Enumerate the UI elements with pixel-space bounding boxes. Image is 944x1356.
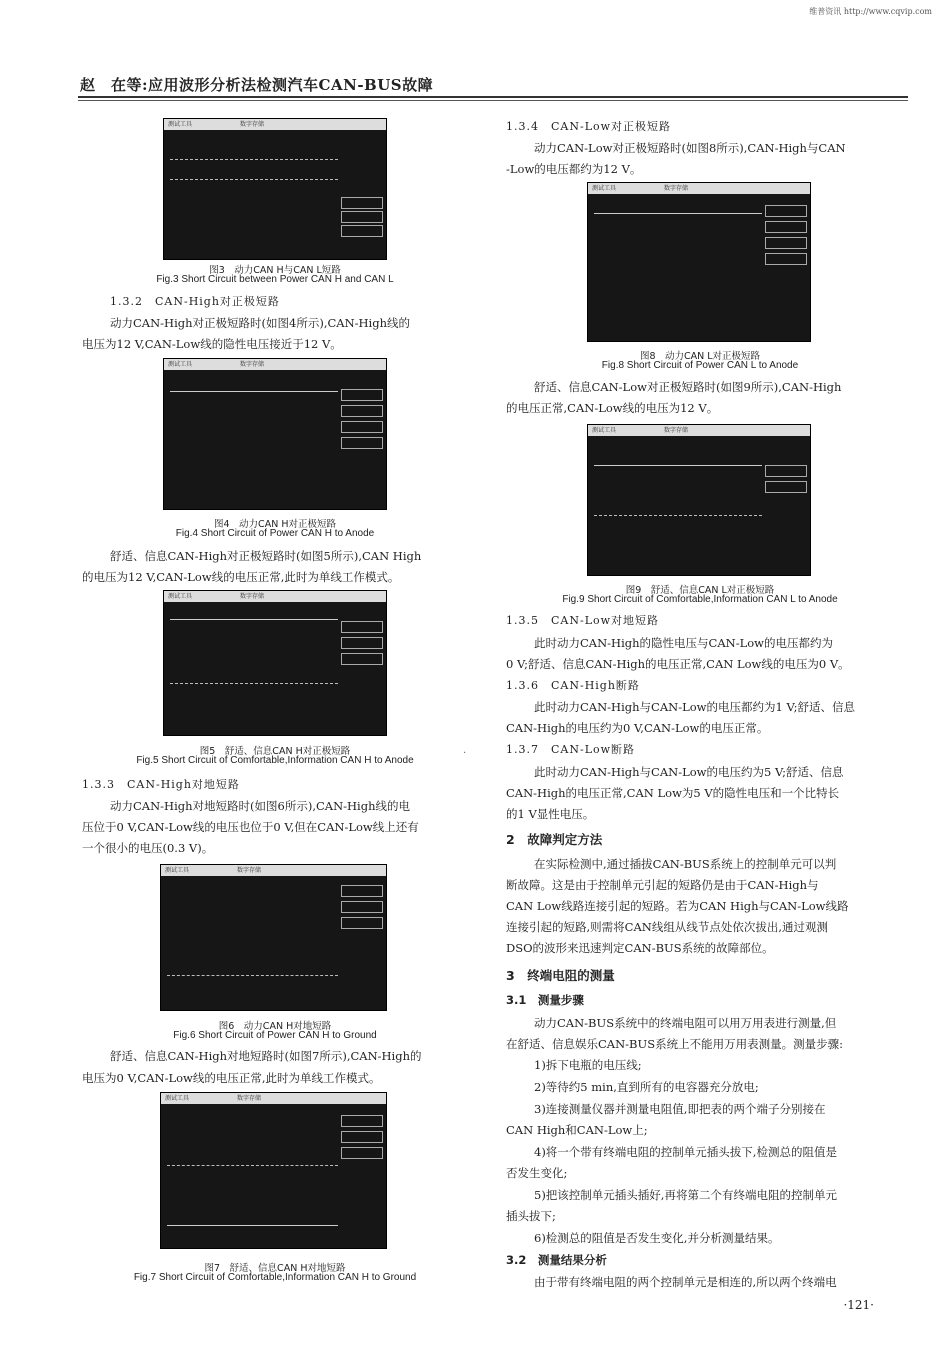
figure-6-caption-cn: 图6 动力CAN H对地短路 (218, 1021, 332, 1032)
paragraph: 连接引起的短路,则需将CAN线组从线节点处依次拔出,通过观测 (506, 920, 828, 934)
figure-4-caption-en: Fig.4 Short Circuit of Power CAN H to Anode (175, 528, 375, 539)
scope-panel (341, 225, 383, 237)
step-item: 6)检测总的阻值是否发生变化,并分析测量结果。 (534, 1231, 780, 1245)
scope-panel (341, 405, 383, 417)
paragraph: 动力CAN-High对地短路时(如图6所示),CAN-High线的电 (110, 799, 410, 813)
scope-panel (765, 205, 807, 217)
paragraph: 舒适、信息CAN-High对地短路时(如图7所示),CAN-High的 (110, 1049, 422, 1063)
scope-label: 数字存储 (240, 593, 265, 600)
scope-label: 测试工具 (592, 427, 617, 434)
scope-label: 数字存储 (240, 361, 265, 368)
section-1-3-3: 1.3.3 CAN-High对地短路 (82, 778, 240, 791)
scope-panel (341, 653, 383, 665)
scope-label: 测试工具 (165, 1095, 190, 1102)
figure-4-oscilloscope (163, 358, 387, 510)
scope-label: 测试工具 (168, 121, 193, 128)
scope-panel (765, 481, 807, 493)
scope-label: 数字存储 (664, 185, 689, 192)
scope-panel (341, 1115, 383, 1127)
scope-panel (765, 465, 807, 477)
scope-label: 数字存储 (237, 867, 262, 874)
paragraph: 的1 V显性电压。 (506, 807, 595, 821)
paragraph: 此时动力CAN-High的隐性电压与CAN-Low的电压都约为 (534, 636, 833, 650)
paragraph: 0 V;舒适、信息CAN-High的电压正常,CAN Low线的电压为0 V。 (506, 657, 850, 671)
waveform-trace (170, 179, 338, 181)
section-1-3-6: 1.3.6 CAN-High断路 (506, 679, 640, 692)
figure-7-oscilloscope (160, 1092, 387, 1249)
figure-9-caption-en: Fig.9 Short Circuit of Comfortable,Information CAN L to Anode (562, 594, 838, 605)
step-item: 3)连接测量仪器并测量电阻值,即把表的两个端子分别接在 (534, 1102, 826, 1116)
waveform-trace (170, 683, 338, 685)
scope-label: 测试工具 (165, 867, 190, 874)
figure-9-caption-cn: 图9 舒适、信息CAN L对正极短路 (625, 585, 775, 596)
scope-panel (341, 197, 383, 209)
paragraph: 电压为0 V,CAN-Low线的电压正常,此时为单线工作模式。 (82, 1071, 381, 1085)
waveform-trace (594, 465, 762, 467)
waveform-trace (167, 1165, 338, 1167)
paragraph: 动力CAN-BUS系统中的终端电阻可以用万用表进行测量,但 (534, 1016, 837, 1030)
source-watermark: 维普资讯 http://www.cqvip.com (809, 7, 932, 16)
paragraph: 此时动力CAN-High与CAN-Low的电压约为5 V;舒适、信息 (534, 765, 844, 779)
running-title: 赵 在等:应用波形分析法检测汽车CAN-BUS故障 (80, 76, 434, 94)
figure-8-oscilloscope (587, 182, 811, 342)
scope-panel (765, 221, 807, 233)
figure-3-caption-cn: 图3 动力CAN H与CAN L短路 (209, 265, 341, 276)
figure-9-oscilloscope (587, 424, 811, 576)
section-2-heading: 2 故障判定方法 (506, 832, 603, 847)
header-rule (78, 96, 908, 98)
scope-label: 测试工具 (592, 185, 617, 192)
paragraph: 在舒适、信息娱乐CAN-BUS系统上不能用万用表测量。测量步骤: (506, 1037, 843, 1051)
paragraph: 的电压为12 V,CAN-Low线的电压正常,此时为单线工作模式。 (82, 570, 400, 584)
scope-label: 数字存储 (240, 121, 265, 128)
step-item: 插头拔下; (506, 1209, 556, 1223)
figure-8-caption-cn: 图8 动力CAN L对正极短路 (639, 351, 761, 362)
figure-7-caption-cn: 图7 舒适、信息CAN H对地短路 (204, 1263, 346, 1274)
scope-panel (341, 1131, 383, 1143)
scope-label: 数字存储 (664, 427, 689, 434)
paragraph: DSO的波形来迅速判定CAN-BUS系统的故障部位。 (506, 941, 774, 955)
waveform-trace (170, 159, 338, 161)
section-3-heading: 3 终端电阻的测量 (506, 968, 615, 983)
step-item: CAN High和CAN-Low上; (506, 1123, 648, 1137)
header-rule-thin (78, 100, 908, 101)
paragraph: CAN Low线路连接引起的短路。若为CAN High与CAN-Low线路 (506, 899, 849, 913)
figure-5-caption-cn: 图5 舒适、信息CAN H对正极短路 (199, 746, 351, 757)
paragraph: 在实际检测中,通过插拔CAN-BUS系统上的控制单元可以判 (534, 857, 837, 871)
scope-label: 测试工具 (168, 593, 193, 600)
scope-panel (341, 637, 383, 649)
paragraph: -Low的电压都约为12 V。 (506, 162, 642, 176)
paragraph: 此时动力CAN-High与CAN-Low的电压都约为1 V;舒适、信息 (534, 700, 855, 714)
section-1-3-7: 1.3.7 CAN-Low断路 (506, 743, 636, 756)
paragraph: 压位于0 V,CAN-Low线的电压也位于0 V,但在CAN-Low线上还有 (82, 820, 419, 834)
waveform-trace (167, 975, 338, 977)
waveform-trace (594, 515, 762, 517)
section-1-3-5: 1.3.5 CAN-Low对地短路 (506, 614, 660, 627)
paragraph: 的电压正常,CAN-Low线的电压为12 V。 (506, 401, 719, 415)
paragraph: 电压为12 V,CAN-Low线的隐性电压接近于12 V。 (82, 337, 342, 351)
figure-8-caption-en: Fig.8 Short Circuit of Power CAN L to Anode (601, 360, 799, 371)
paragraph: 舒适、信息CAN-High对正极短路时(如图5所示),CAN High (110, 549, 422, 563)
step-item: 否发生变化; (506, 1166, 568, 1180)
paragraph: 一个很小的电压(0.3 V)。 (82, 841, 214, 855)
scope-panel (341, 621, 383, 633)
section-1-3-4: 1.3.4 CAN-Low对正极短路 (506, 120, 672, 133)
scope-panel (341, 389, 383, 401)
figure-5-oscilloscope (163, 590, 387, 736)
step-item: 2)等待约5 min,直到所有的电容器充分放电; (534, 1080, 759, 1094)
scope-panel (341, 211, 383, 223)
page-number: ·121· (843, 1298, 874, 1312)
scope-label: 测试工具 (168, 361, 193, 368)
paragraph: CAN-High的电压正常,CAN Low为5 V的隐性电压和一个比特长 (506, 786, 840, 800)
paragraph: 动力CAN-Low对正极短路时(如图8所示),CAN-High与CAN (534, 141, 846, 155)
scan-mark: · (463, 748, 467, 759)
scope-panel (341, 917, 383, 929)
scope-panel (341, 421, 383, 433)
section-3-2-heading: 3.2 测量结果分析 (506, 1253, 607, 1267)
figure-3-caption-en: Fig.3 Short Circuit between Power CAN H and CAN L (156, 274, 394, 285)
figure-4-caption-cn: 图4 动力CAN H对正极短路 (214, 519, 336, 530)
scope-panel (341, 901, 383, 913)
paragraph: 断故障。这是由于控制单元引起的短路仍是由于CAN-High与 (506, 878, 819, 892)
scope-panel (341, 885, 383, 897)
step-item: 4)将一个带有终端电阻的控制单元插头拔下,检测总的阻值是 (534, 1145, 837, 1159)
waveform-trace (170, 391, 338, 393)
scope-panel (765, 237, 807, 249)
figure-5-caption-en: Fig.5 Short Circuit of Comfortable,Information CAN H to Anode (136, 755, 414, 766)
figure-7-caption-en: Fig.7 Short Circuit of Comfortable,Information CAN H to Ground (133, 1272, 417, 1283)
scope-panel (765, 253, 807, 265)
waveform-trace (170, 619, 338, 621)
step-item: 1)拆下电瓶的电压线; (534, 1058, 642, 1072)
waveform-trace (594, 213, 762, 215)
scope-label: 数字存储 (237, 1095, 262, 1102)
paragraph: 由于带有终端电阻的两个控制单元是相连的,所以两个终端电 (534, 1275, 837, 1289)
step-item: 5)把该控制单元插头插好,再将第二个有终端电阻的控制单元 (534, 1188, 837, 1202)
paragraph: 舒适、信息CAN-Low对正极短路时(如图9所示),CAN-High (534, 380, 842, 394)
figure-6-oscilloscope (160, 864, 387, 1011)
scope-panel (341, 1147, 383, 1159)
scope-panel (341, 437, 383, 449)
section-1-3-2: 1.3.2 CAN-High对正极短路 (110, 295, 280, 308)
paragraph: 动力CAN-High对正极短路时(如图4所示),CAN-High线的 (110, 316, 410, 330)
section-3-1-heading: 3.1 测量步骤 (506, 993, 584, 1007)
figure-6-caption-en: Fig.6 Short Circuit of Power CAN H to Ground (173, 1030, 377, 1041)
paragraph: CAN-High的电压约为0 V,CAN-Low的电压正常。 (506, 721, 769, 735)
waveform-trace (167, 1225, 338, 1227)
figure-3-oscilloscope (163, 118, 387, 260)
